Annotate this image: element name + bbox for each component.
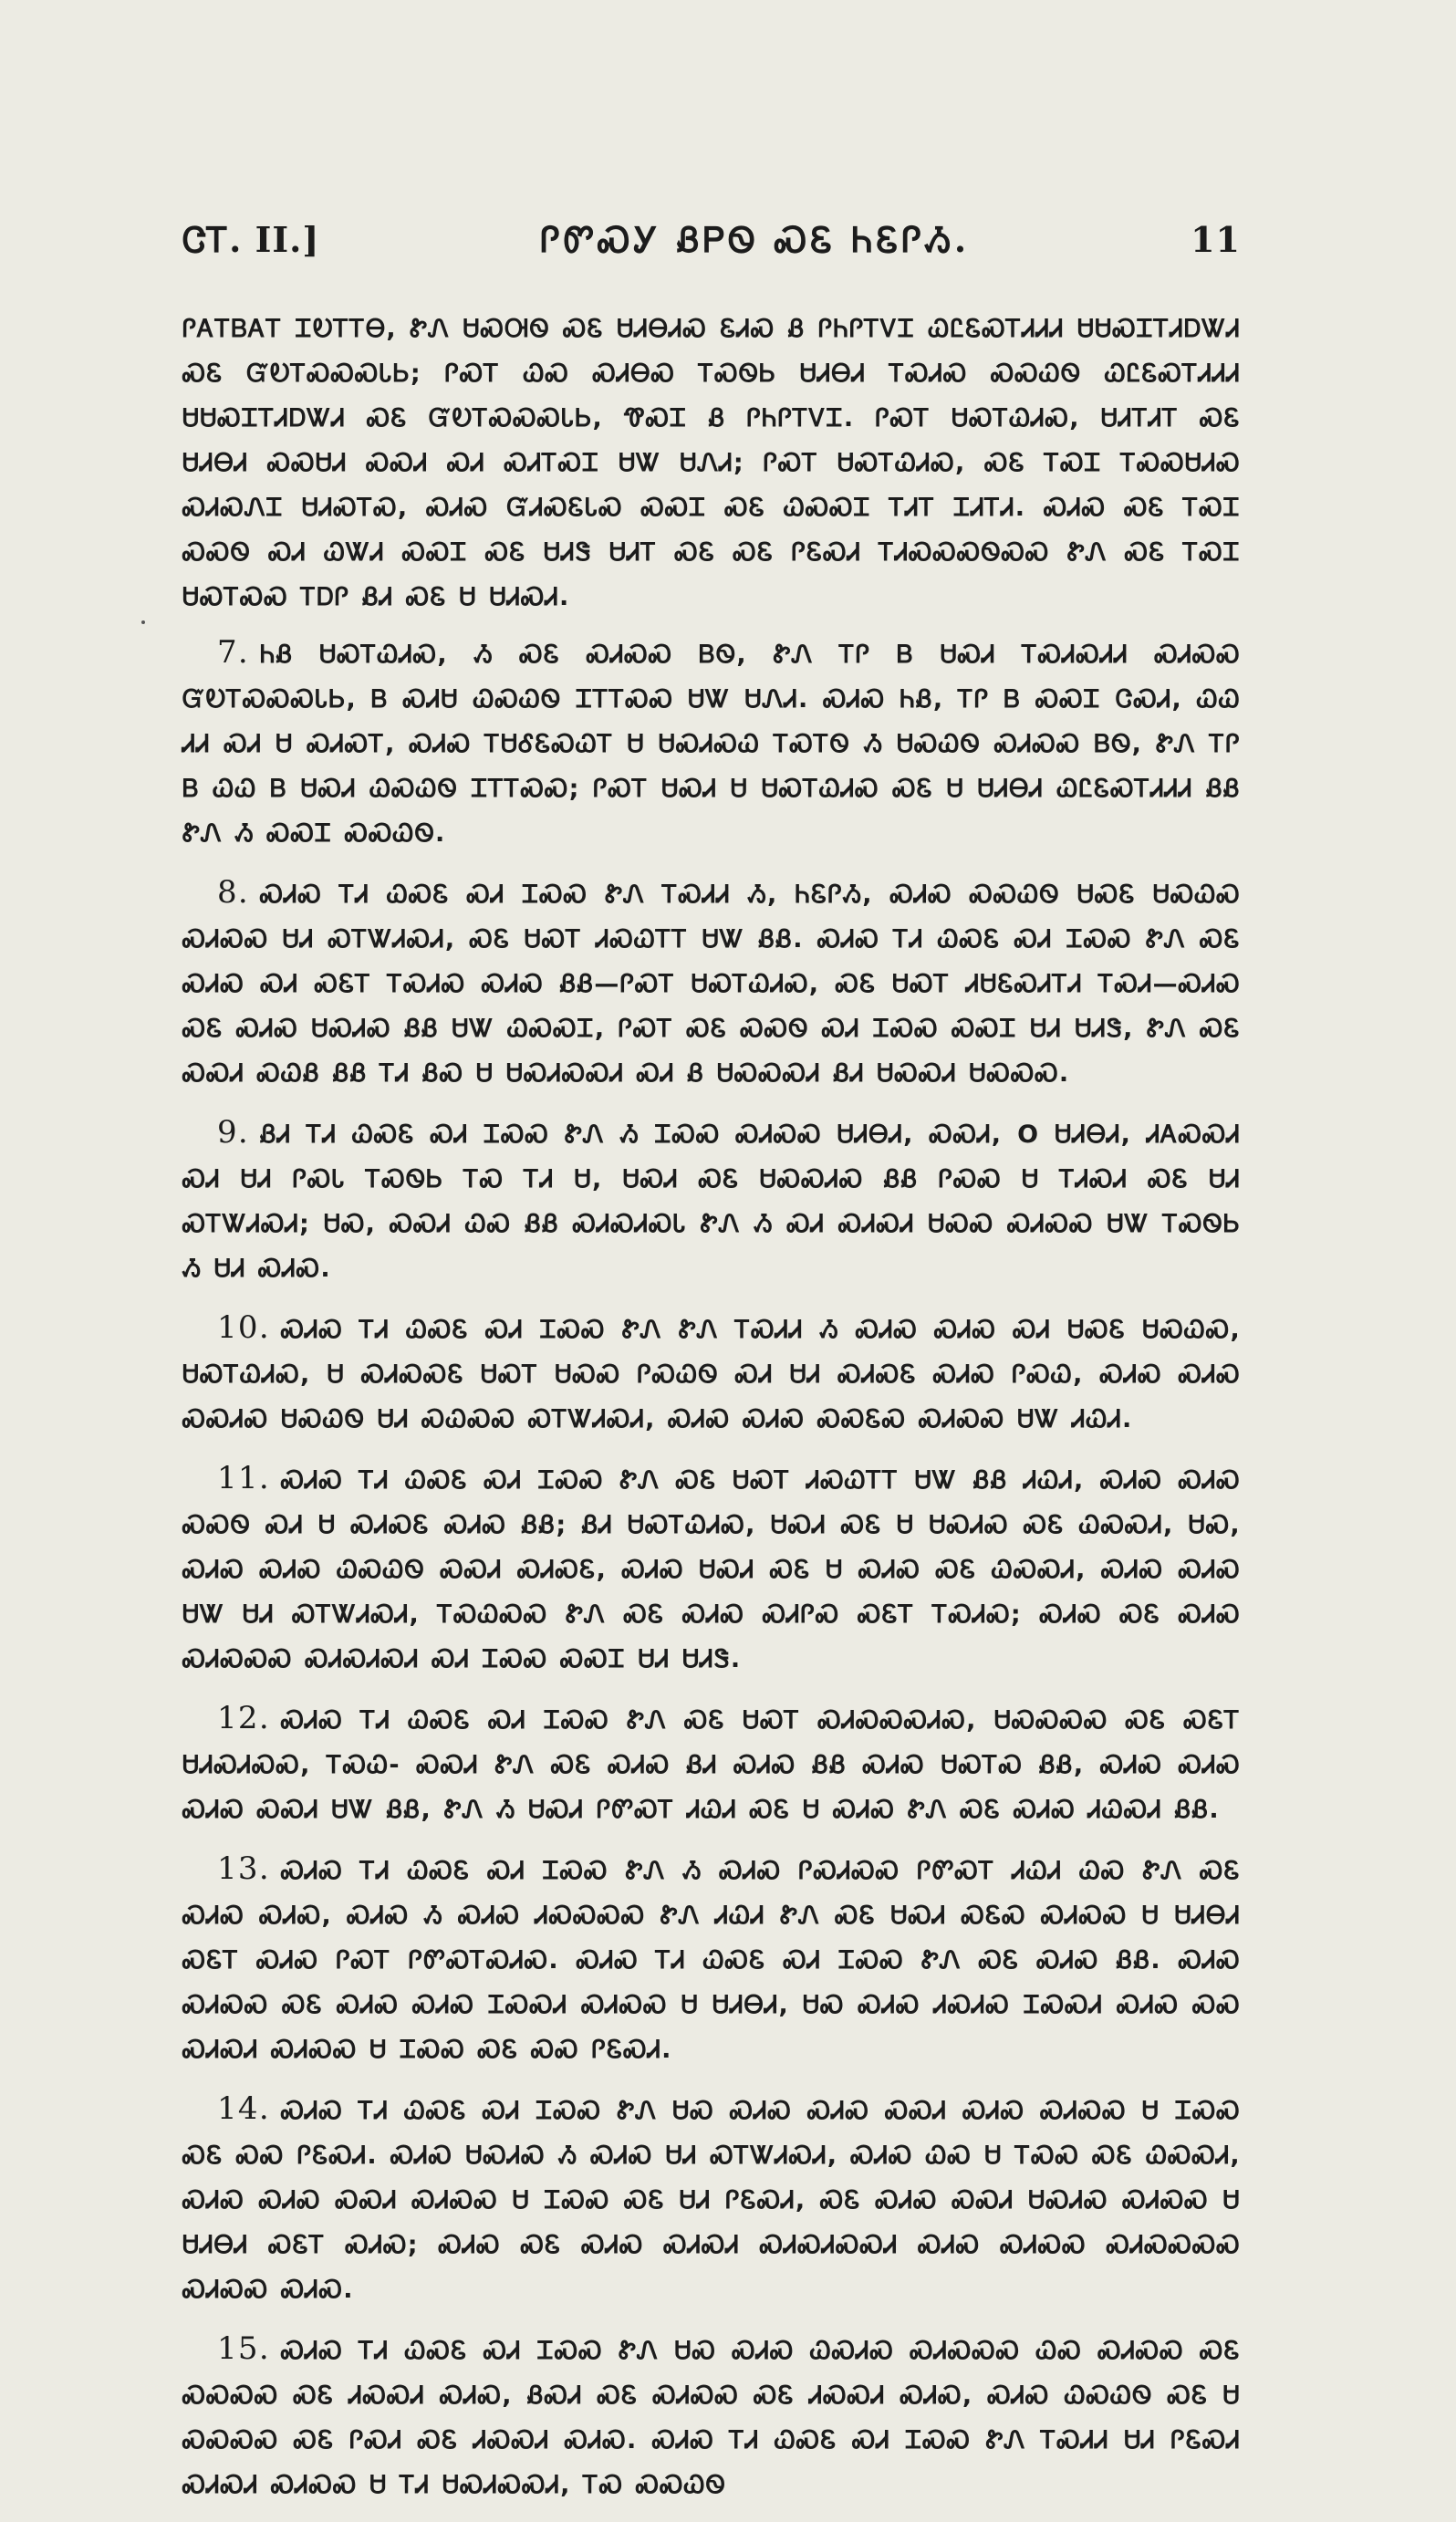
verse-number: 9. <box>217 1114 250 1151</box>
paragraph <box>182 1696 1241 1832</box>
paragraph-text: ᏍᏗᏍ ᎢᏗ ᏇᏍᏋ ᏍᏗ ᏆᏍᏍ ᏑᏁ ᏌᏍ ᏍᏗᏍ ᏇᏍᏗᏍ ᏍᏗᏍᏍᏍ ᏇᏍ ᏍᏗᏍᏍ ᏍᏋ ᏍᏍᏍᏍ ᏍᏋ ᏗᏍᏍᏗ ᏍᏗᏍ, ᏰᏍᏗ ᏍᏋ ᏍᏗᏍᏍ ᏍᏋ ᏗᏍᏍᏗ ᏍᏗᏍ, ᏍᏗᏍ ᏇᏍᏇᏫ ᏍᏋ Ꮜ ᏍᏍᏍᏍ ᏍᏋ ᎵᏍᏗ ᏍᏋ ᏗᏍᏍᏗ ᏍᏗᏍ. ᏍᏗᏍ ᎢᏗ ᏇᏍᏋ ᏍᏗ ᏆᏍᏍ ᏑᏁ ᎢᏍᏗᏗ ᏌᏗ ᎵᏋᏍᏗ ᏍᏗᏍᏗ ᏍᏗᏍᏍ Ꮜ ᎢᏗ ᏌᏍᏗᏍᏍᏗ, ᎢᏍ ᏍᏍᏇᏫ <box>182 2337 1241 2499</box>
paragraph <box>182 1110 1241 1291</box>
running-header <box>182 219 1241 274</box>
paragraph-text: ᏍᏗᏍ ᎢᏗ ᏇᏍᏋ ᏍᏗ ᏆᏍᏍ ᏑᏁ ᏑᏁ ᎢᏍᏗᏗ Ᏹ ᏍᏗᏍ ᏍᏗᏍ ᏍᏗ ᏌᏍᏋ ᏌᏍᏇᏍ, ᏌᏍᎢᏇᏗᏍ, Ꮜ ᏍᏗᏍᏍᏋ ᏌᏍᎢ ᏌᏍᏍ ᎵᏍᏇᏫ ᏍᏗ ᏌᏗ ᏍᏗᏍᏋ ᏍᏗᏍ ᎵᏍᏇ, ᏍᏗᏍ ᏍᏗᏍ ᏍᏍᏗᏍ ᏌᏍᏇᏫ ᏌᏗ ᏍᏇᏍᏍ ᏍᎢᏔᏗᏍᏗ, ᏍᏗᏍ ᏍᏗᏍ ᏍᏍᏋᏍ ᏍᏗᏍᏍ ᏌᏔ ᏗᏇᏗ. <box>182 1316 1241 1433</box>
verse-number: 12. <box>217 1700 270 1736</box>
paragraph <box>182 1306 1241 1442</box>
book-page <box>182 219 1241 2522</box>
paragraph-text: ᏍᏗᏍ ᎢᏗ ᏇᏍᏋ ᏍᏗ ᏆᏍᏍ ᏑᏁ ᏍᏋ ᏌᏍᎢ ᏗᏍᏇᎢᎢ ᏌᏔ ᏰᏰ ᏗᏇᏗ, ᏍᏗᏍ ᏍᏗᏍ ᏍᏍᏫ ᏍᏗ Ꮜ ᏍᏗᏍᏋ ᏍᏗᏍ ᏰᏰ; ᏰᏗ ᏌᏍᎢᏇᏗᏍ, ᏌᏍᏗ ᏍᏋ Ꮜ ᏌᏍᏗᏍ ᏍᏋ ᏇᏍᏍᏗ, ᏌᏍ, ᏍᏗᏍ ᏍᏗᏍ ᏇᏍᏇᏫ ᏍᏍᏗ ᏍᏗᏍᏋ, ᏍᏗᏍ ᏌᏍᏗ ᏍᏋ Ꮜ ᏍᏗᏍ ᏍᏋ ᏇᏍᏍᏗ, ᏍᏗᏍ ᏍᏗᏍ ᏌᏔ ᏌᏗ ᏍᎢᏔᏗᏍᏗ, ᎢᏍᏇᏍᏍ ᏑᏁ ᏍᏋ ᏍᏗᏍ ᏍᏗᎵᏍ ᏍᏋᎢ ᎢᏍᏗᏍ; ᏍᏗᏍ ᏍᏋ ᏍᏗᏍ ᏍᏗᏍᏍᏍ ᏍᏗᏍᏗᏍᏗ ᏍᏗ ᏆᏍᏍ ᏍᏍᏆ ᏌᏗ ᏌᏗᏕ. <box>182 1466 1241 1673</box>
paragraph-text: ᏍᏗᏍ ᎢᏗ ᏇᏍᏋ ᏍᏗ ᏆᏍᏍ ᏑᏁ ᎢᏍᏗᏗ Ᏹ, ᏂᏋᎵᏱ, ᏍᏗᏍ ᏍᏍᏇᏫ ᏌᏍᏋ ᏌᏍᏇᏍ ᏍᏗᏍᏍ ᏌᏗ ᏍᎢᏔᏗᏍᏗ, ᏍᏋ ᏌᏍᎢ ᏗᏍᏇᎢᎢ ᏌᏔ ᏰᏰ. ᏍᏗᏍ ᎢᏗ ᏇᏍᏋ ᏍᏗ ᏆᏍᏍ ᏑᏁ ᏍᏋ ᏍᏗᏍ ᏍᏗ ᏍᏋᎢ ᎢᏍᏗᏍ ᏍᏗᏍ ᏰᏰ—ᎵᏍᎢ ᏌᏍᎢᏇᏗᏍ, ᏍᏋ ᏌᏍᎢ ᏗᏌᏋᏍᏗᎢᏗ ᎢᏍᏗ—ᏍᏗᏍ ᏍᏋ ᏍᏗᏍ ᏌᏍᏗᏍ ᏰᏰ ᏌᏔ ᏇᏍᏍᏆ, ᎵᏍᎢ ᏍᏋ ᏍᏍᏫ ᏍᏗ ᏆᏍᏍ ᏍᏍᏆ ᏌᏗ ᏌᏗᏕ, ᏑᏁ ᏍᏋ ᏍᏍᏗ ᏍᏇᏰ ᏰᏰ ᎢᏗ ᏰᏍ Ꮜ ᏌᏍᏗᏍᏍᏗ ᏍᏗ Ᏸ ᏌᏍᏍᏍᏗ ᏰᏗ ᏌᏍᏍᏗ ᏌᏍᏍᏍ. <box>182 881 1241 1088</box>
margin-speck <box>141 620 145 624</box>
paragraph <box>182 307 1241 620</box>
paragraph <box>182 630 1241 856</box>
paragraph <box>182 2087 1241 2312</box>
paragraph-text: ᏍᏗᏍ ᎢᏗ ᏇᏍᏋ ᏍᏗ ᏆᏍᏍ ᏑᏁ ᏍᏋ ᏌᏍᎢ ᏍᏗᏍᏍᏍᏗᏍ, ᏌᏍᏍᏍᏍ ᏍᏋ ᏍᏋᎢ ᏌᏗᏍᏗᏍᏍ, ᎢᏍᏇ- ᏍᏍᏗ ᏑᏁ ᏍᏋ ᏍᏗᏍ ᏰᏗ ᏍᏗᏍ ᏰᏰ ᏍᏗᏍ ᏌᏍᎢᏍ ᏰᏰ, ᏍᏗᏍ ᏍᏗᏍ ᏍᏗᏍ ᏍᏍᏗ ᏌᏔ ᏰᏰ, ᏑᏁ Ᏹ ᏌᏍᏗ ᎵᏛᏍᎢ ᏗᏇᏗ ᏍᏋ Ꮜ ᏍᏗᏍ ᏑᏁ ᏍᏋ ᏍᏗᏍ ᏗᏇᏍᏗ ᏰᏰ. <box>182 1706 1241 1824</box>
verse-number: 11. <box>217 1460 270 1496</box>
paragraph-text: ᏰᏗ ᎢᏗ ᏇᏍᏋ ᏍᏗ ᏆᏍᏍ ᏑᏁ Ᏹ ᏆᏍᏍ ᏍᏗᏍᏍ ᏌᏗᎾᏗ, ᏍᏍᏗ, O ᏌᏗᎾᏗ, ᏗᎪᏍᏍᏗ ᏍᏗ ᏌᏗ ᎵᏍᏓ ᎢᏍᏫᏏ ᎢᏍ ᎢᏗ Ꮜ, ᏌᏍᏗ ᏍᏋ ᏌᏍᏍᏗᏍ ᏰᏰ ᎵᏍᏍ Ꮜ ᎢᏗᏍᏗ ᏍᏋ ᏌᏗ ᏍᎢᏔᏗᏍᏗ; ᏌᏍ, ᏍᏍᏗ ᏇᏍ ᏰᏰ ᏍᏗᏍᏗᏍᏓ ᏑᏁ Ᏹ ᏍᏗ ᏍᏗᏍᏗ ᏌᏍᏍ ᏍᏗᏍᏍ ᏌᏔ ᎢᏍᏫᏏ Ᏹ ᏌᏗ ᏍᏗᏍ. <box>182 1120 1241 1283</box>
page-number: 11 <box>1191 219 1241 260</box>
paragraph-text: ᎵᎪᎢᏴᎪᎢ ᏆᎧᎢᎢᎾ, ᏑᏁ ᏌᏍᎺᏫ ᏍᏋ ᏌᏗᎾᏗᏍ ᏋᏗᏍ Ᏸ ᎵᏂᎵᎢᏙᏆ ᏇᏝᏋᏍᎢᏗᏗᏗ ᏌᏌᏍᏆᎢᏗᎠᏔᏗ ᏍᏋ ᏳᎧᎢᏍᏍᏍᏓᏏ; ᎵᏍᎢ ᏇᏍ ᏍᏗᎾᏍ ᎢᏍᏫᏏ ᏌᏗᎾᏗ ᎢᏍᏗᏍ ᏍᏍᏇᏫ ᏇᏝᏋᏍᎢᏗᏗᏗ ᏌᏌᏍᏆᎢᏗᎠᏔᏗ ᏍᏋ ᏳᎧᎢᏍᏍᏍᏓᏏ, ᏡᏍᏆ Ᏸ ᎵᏂᎵᎢᏙᏆ. ᎵᏍᎢ ᏌᏍᎢᏇᏗᏍ, ᏌᏗᎢᏗᎢ ᏍᏋ ᏌᏗᎾᏗ ᏍᏍᏌᏗ ᏍᏍᏗ ᏍᏗ ᏍᏗᎢᏍᏆ ᏌᏔ ᏌᏁᏗ; ᎵᏍᎢ ᏌᏍᎢᏇᏗᏍ, ᏍᏋ ᎢᏍᏆ ᎢᏍᏍᏌᏗᏍ ᏍᏗᏍᏁᏆ ᏌᏗᏍᎢᏍ, ᏍᏗᏍ ᏳᏗᏍᏋᏓᏍ ᏍᏍᏆ ᏍᏋ ᏇᏍᏍᏆ ᎢᏗᎢ ᏆᏗᎢᏗ. ᏍᏗᏍ ᏍᏋ ᎢᏍᏆ ᏍᏍᏫ ᏍᏗ ᏇᏔᏗ ᏍᏍᏆ ᏍᏋ ᏌᏗᏕ ᏌᏗᎢ ᏍᏋ ᏍᏋ ᎵᏋᏍᏗ ᎢᏗᏍᏍᏍᏫᏍᏍ ᏑᏁ ᏍᏋ ᎢᏍᏆ ᏌᏍᎢᏍᏍ ᎢᎠᎵ ᏰᏗ ᏍᏋ Ꮜ ᏌᏗᏍᏗ. <box>182 315 1241 611</box>
page-body <box>182 307 1241 2507</box>
paragraph <box>182 1847 1241 2072</box>
paragraph <box>182 2327 1241 2507</box>
verse-number: 14. <box>217 2090 270 2127</box>
paragraph-text: ᏍᏗᏍ ᎢᏗ ᏇᏍᏋ ᏍᏗ ᏆᏍᏍ ᏑᏁ ᏌᏍ ᏍᏗᏍ ᏍᏗᏍ ᏍᏍᏗ ᏍᏗᏍ ᏍᏗᏍᏍ Ꮜ ᏆᏍᏍ ᏍᏋ ᏍᏍ ᎵᏋᏍᏗ. ᏍᏗᏍ ᏌᏍᏗᏍ Ᏹ ᏍᏗᏍ ᏌᏗ ᏍᎢᏔᏗᏍᏗ, ᏍᏗᏍ ᏇᏍ Ꮜ ᎢᏍᏍ ᏍᏋ ᏇᏍᏍᏗ, ᏍᏗᏍ ᏍᏗᏍ ᏍᏍᏗ ᏍᏗᏍᏍ Ꮜ ᏆᏍᏍ ᏍᏋ ᏌᏗ ᎵᏋᏍᏗ, ᏍᏋ ᏍᏗᏍ ᏍᏍᏗ ᏌᏍᏗᏍ ᏍᏗᏍᏍ Ꮜ ᏌᏗᎾᏗ ᏍᏋᎢ ᏍᏗᏍ; ᏍᏗᏍ ᏍᏋ ᏍᏗᏍ ᏍᏗᏍᏗ ᏍᏗᏍᏗᏍᏍᏗ ᏍᏗᏍ ᏍᏗᏍᏍ ᏍᏗᏍᏍᏍᏍ ᏍᏗᏍᏍ ᏍᏗᏍ. <box>182 2097 1241 2304</box>
paragraph-text: ᏂᏰ ᏌᏍᎢᏇᏗᏍ, Ᏹ ᏍᏋ ᏍᏗᏍᏍ ᏴᏫ, ᏑᏁ ᎢᎵ Ᏼ ᏌᏍᏗ ᎢᏍᏗᏍᏗᏗ ᏍᏗᏍᏍ ᏳᎧᎢᏍᏍᏍᏓᏏ, Ᏼ ᏍᏗᏌ ᏇᏍᏇᏫ ᏆᎢᎢᏍᏍ ᏌᏔ ᏌᏁᏗ. ᏍᏗᏍ ᏂᏰ, ᎢᎵ Ᏼ ᏍᏍᏆ ᏣᏍᏗ, ᏇᏇ ᏗᏗ ᏍᏗ Ꮜ ᏍᏗᏍᎢ, ᏍᏗᏍ ᎢᏌᎴᏋᏍᏇᎢ Ꮜ ᏌᏍᏗᏍᏇ ᎢᏍᎢᏫ Ᏹ ᏌᏍᏇᏫ ᏍᏗᏍᏍ ᏴᏫ, ᏑᏁ ᎢᎵ Ᏼ ᏇᏇ Ᏼ ᏌᏍᏗ ᏇᏍᏇᏫ ᏆᎢᎢᏍᏍ; ᎵᏍᎢ ᏌᏍᏗ Ꮜ ᏌᏍᎢᏇᏗᏍ ᏍᏋ Ꮜ ᏌᏗᎾᏗ ᏇᏝᏋᏍᎢᏗᏗᏗ ᏰᏰ ᏑᏁ Ᏹ ᏍᏍᏆ ᏍᏍᏇᏫ. <box>182 641 1241 848</box>
paragraph <box>182 870 1241 1096</box>
paragraph <box>182 1456 1241 1682</box>
verse-number: 10. <box>217 1309 270 1346</box>
running-title: ᎵᏛᏍᎩ ᏰᏢᏫ ᏍᏋ ᏂᏋᎵᏱ. <box>540 219 971 260</box>
paragraph-text: ᏍᏗᏍ ᎢᏗ ᏇᏍᏋ ᏍᏗ ᏆᏍᏍ ᏑᏁ Ᏹ ᏍᏗᏍ ᎵᏍᏗᏍᏍ ᎵᏛᏍᎢ ᏗᏇᏗ ᏇᏍ ᏑᏁ ᏍᏋ ᏍᏗᏍ ᏍᏗᏍ, ᏍᏗᏍ Ᏹ ᏍᏗᏍ ᏗᏍᏍᏍᏍ ᏑᏁ ᏗᏇᏗ ᏑᏁ ᏍᏋ ᏌᏍᏗ ᏍᏋᏍ ᏍᏗᏍᏍ Ꮜ ᏌᏗᎾᏗ ᏍᏋᎢ ᏍᏗᏍ ᎵᏍᎢ ᎵᏛᏍᎢᏍᏗᏍ. ᏍᏗᏍ ᎢᏗ ᏇᏍᏋ ᏍᏗ ᏆᏍᏍ ᏑᏁ ᏍᏋ ᏍᏗᏍ ᏰᏰ. ᏍᏗᏍ ᏍᏗᏍᏍ ᏍᏋ ᏍᏗᏍ ᏍᏗᏍ ᏆᏍᏍᏗ ᏍᏗᏍᏍ Ꮜ ᏌᏗᎾᏗ, ᏌᏍ ᏍᏗᏍ ᏗᏍᏗᏍ ᏆᏍᏍᏗ ᏍᏗᏍ ᏍᏍ ᏍᏗᏍᏗ ᏍᏗᏍᏍ Ꮜ ᏆᏍᏍ ᏍᏋ ᏍᏍ ᎵᏋᏍᏗ. <box>182 1857 1241 2064</box>
verse-number: 15. <box>217 2330 270 2367</box>
verse-number: 13. <box>217 1850 270 1887</box>
verse-number: 7. <box>217 634 250 671</box>
chapter-label: ᏣᎢ. II.] <box>182 219 320 260</box>
verse-number: 8. <box>217 874 250 911</box>
